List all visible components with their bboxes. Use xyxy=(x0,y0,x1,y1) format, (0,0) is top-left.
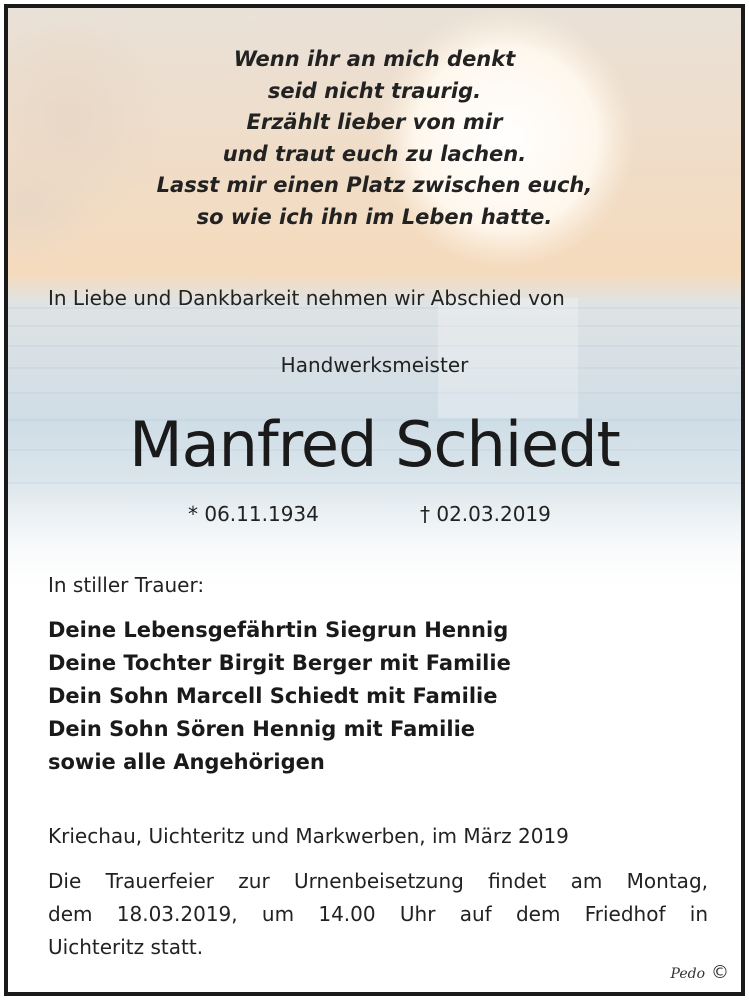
mourner-item: Deine Lebensgefährtin Siegrun Hennig xyxy=(48,618,509,642)
birth-date: * 06.11.1934 xyxy=(188,502,319,526)
farewell-intro: In Liebe und Dankbarkeit nehmen wir Abschied von xyxy=(48,286,565,310)
copyright-icon: © xyxy=(711,962,729,983)
poem-line: seid nicht traurig. xyxy=(267,78,482,103)
poem-line: Wenn ihr an mich denkt xyxy=(233,47,516,71)
ceremony-line: Die Trauerfeier zur Urnenbeisetzung findet am Montag, xyxy=(48,869,708,893)
mourner-item: sowie alle Angehörigen xyxy=(48,750,325,774)
poem-line: Erzählt lieber von mir xyxy=(246,110,503,134)
poem-line: Lasst mir einen Platz zwischen euch, xyxy=(156,173,593,197)
mourner-item: Dein Sohn Sören Hennig mit Familie xyxy=(48,717,476,741)
place-and-date: Kriechau, Uichteritz und Markwerben, im März 2019 xyxy=(48,824,569,848)
ceremony-notice xyxy=(48,865,708,964)
death-date: † 02.03.2019 xyxy=(420,502,551,526)
designer-credit xyxy=(671,962,729,983)
deceased-name: Manfred Schiedt xyxy=(129,408,620,481)
obituary-frame xyxy=(4,4,745,996)
mourner-item: Dein Sohn Marcell Schiedt mit Familie xyxy=(48,684,498,708)
poem-line: so wie ich ihn im Leben hatte. xyxy=(196,204,553,229)
poem xyxy=(8,44,741,233)
mourner-item: Deine Tochter Birgit Berger mit Familie xyxy=(48,651,511,675)
mourners-list xyxy=(48,614,511,779)
designer-signature: Pedo xyxy=(670,966,705,982)
deceased-title: Handwerksmeister xyxy=(280,353,469,377)
mourning-label: In stiller Trauer: xyxy=(48,573,205,597)
ceremony-line: dem 18.03.2019, um 14.00 Uhr auf dem Friedhof in xyxy=(48,902,708,926)
ceremony-line: Uichteritz statt. xyxy=(48,935,204,959)
poem-line: und traut euch zu lachen. xyxy=(222,141,527,166)
